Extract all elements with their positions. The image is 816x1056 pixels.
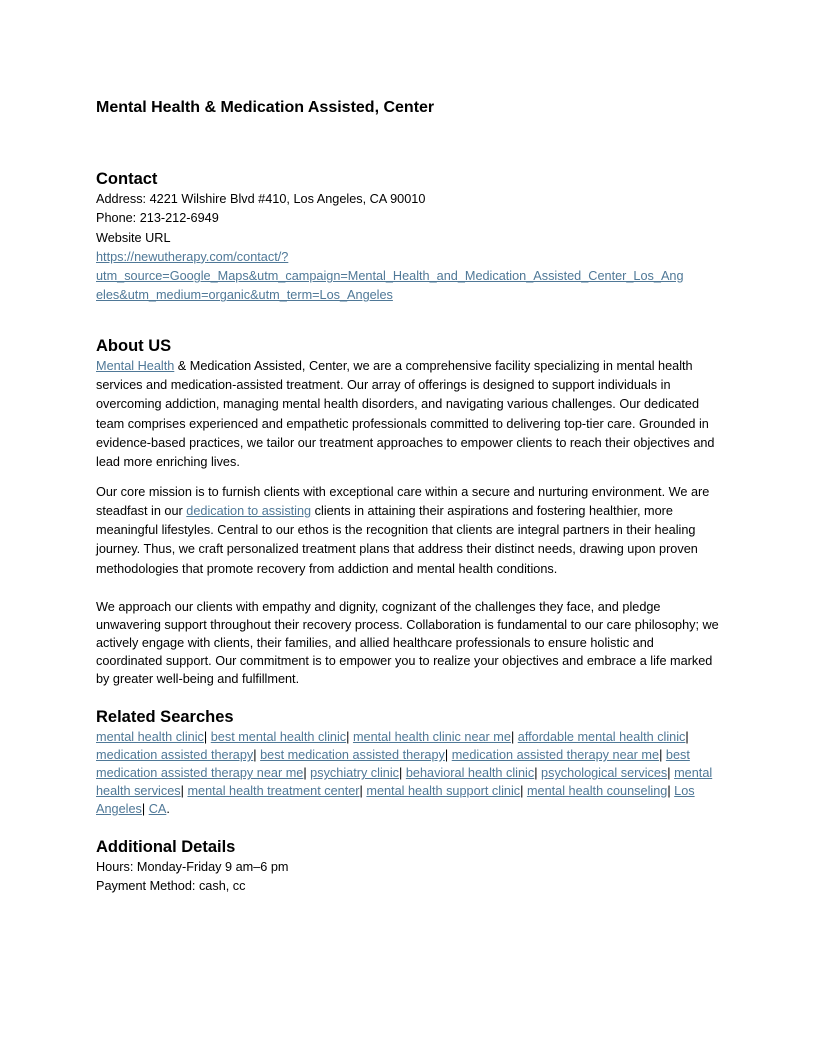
link-separator: | bbox=[141, 802, 149, 817]
about-p2-after: clients in attaining their aspirations and fostering healthier, more meaningful lifestyles. Central to our ethos is the recognition that clients are integral partners in their healing journey. Thus, we craft personalized treatment plans that address their distinct needs, drawing upon proven methodologies that promote recovery from addiction and mental health conditions. bbox=[96, 503, 698, 576]
url-line-3: eles&utm_medium=organic&utm_term=Los_Angeles bbox=[96, 288, 393, 303]
details-payment: Payment Method: cash, cc bbox=[96, 879, 246, 894]
page-title: Mental Health & Medication Assisted, Center bbox=[96, 99, 435, 116]
url-line-2: utm_source=Google_Maps&utm_campaign=Mental_Health_and_Medication_Assisted_Center_Los_Ang bbox=[96, 269, 684, 284]
about-heading: About US bbox=[96, 336, 172, 355]
link-separator: | bbox=[253, 748, 261, 763]
about-paragraph-1 bbox=[96, 357, 720, 473]
related-searches-list bbox=[96, 728, 720, 818]
about-paragraph-3: We approach our clients with empathy and dignity, cognizant of the challenges they face, and pledge unwavering support throughout their recovery process. Collaboration is fundamental to our care philosophy; we actively engage with clients, their families, and allied healthcare professionals to ensure holistic and coordinated support. Our commitment is to empower you to realize your objectives and embrace a life marked by greater well-being and fulfillment. bbox=[96, 600, 719, 687]
related-search-link[interactable]: best mental health clinic bbox=[210, 730, 347, 745]
link-separator: | bbox=[444, 748, 452, 763]
related-search-link[interactable]: mental health clinic near me bbox=[352, 730, 511, 745]
link-separator: | bbox=[667, 784, 675, 799]
link-separator: | bbox=[534, 766, 542, 781]
related-search-link[interactable]: mental health clinic bbox=[96, 730, 204, 745]
link-separator: | bbox=[659, 748, 666, 763]
list-end-punctuation: . bbox=[166, 802, 170, 817]
related-search-link[interactable]: mental health counseling bbox=[526, 784, 668, 799]
link-separator: | bbox=[399, 766, 406, 781]
link-separator: | bbox=[203, 730, 211, 745]
related-heading: Related Searches bbox=[96, 708, 234, 727]
link-separator: | bbox=[346, 730, 353, 745]
link-separator: | bbox=[685, 730, 689, 745]
about-p1-text: & Medication Assisted, Center, we are a comprehensive facility specializing in mental health services and medication-assisted treatment. Our array of offerings is designed to support individuals in overcoming addiction, managing mental health disorders, and navigating various challenges. Our dedicated team comprises experienced and empathetic professionals committed to delivering top-tier care. Grounded in evidence-based practices, we tailor our treatment approaches to empower clients to reach their objectives and lead more enriching lives. bbox=[96, 358, 715, 470]
mental-health-link[interactable]: Mental Health bbox=[96, 358, 175, 373]
related-search-link[interactable]: psychological services bbox=[541, 766, 668, 781]
dedication-link[interactable]: dedication to assisting bbox=[186, 503, 312, 518]
related-search-link[interactable]: behavioral health clinic bbox=[405, 766, 535, 781]
contact-phone: Phone: 213-212-6949 bbox=[96, 211, 219, 226]
link-separator: | bbox=[359, 784, 367, 799]
related-search-link[interactable]: psychiatry clinic bbox=[310, 766, 400, 781]
about-paragraph-2 bbox=[96, 483, 720, 579]
related-search-link[interactable]: mental health support clinic bbox=[366, 784, 521, 799]
link-separator: | bbox=[180, 784, 188, 799]
link-separator: | bbox=[303, 766, 311, 781]
url-line-1: https://newutherapy.com/contact/? bbox=[96, 249, 289, 264]
details-hours: Hours: Monday-Friday 9 am–6 pm bbox=[96, 860, 289, 875]
about-p2-before: Our core mission is to furnish clients with exceptional care within a secure and nurturing environment. We are steadfast in our bbox=[96, 484, 710, 518]
related-search-link[interactable]: CA bbox=[148, 802, 167, 817]
contact-website-label: Website URL bbox=[96, 230, 171, 245]
related-search-link[interactable]: best medication assisted therapy bbox=[260, 748, 445, 763]
contact-address: Address: 4221 Wilshire Blvd #410, Los Angeles, CA 90010 bbox=[96, 192, 426, 206]
related-search-link[interactable]: Los Angeles bbox=[96, 784, 695, 817]
link-separator: | bbox=[510, 730, 518, 745]
contact-heading: Contact bbox=[96, 170, 158, 188]
document-page bbox=[96, 96, 720, 897]
related-search-link[interactable]: affordable mental health clinic bbox=[517, 730, 686, 745]
related-search-link[interactable]: medication assisted therapy near me bbox=[451, 748, 660, 763]
link-separator: | bbox=[520, 784, 527, 799]
details-heading: Additional Details bbox=[96, 838, 236, 857]
website-url-link[interactable] bbox=[96, 248, 720, 306]
link-separator: | bbox=[667, 766, 675, 781]
related-search-link[interactable]: medication assisted therapy bbox=[96, 748, 254, 763]
related-search-link[interactable]: mental health services bbox=[96, 766, 713, 799]
related-search-link[interactable]: mental health treatment center bbox=[187, 784, 360, 799]
related-search-link[interactable]: best medication assisted therapy near me bbox=[96, 748, 690, 781]
